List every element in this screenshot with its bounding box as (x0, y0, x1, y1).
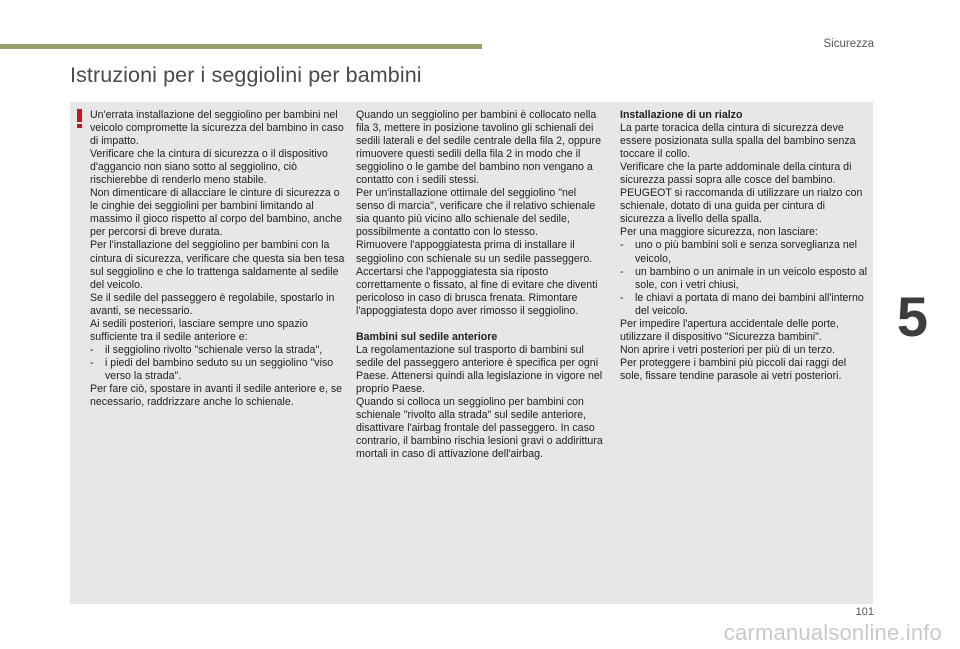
list-item: - i piedi del bambino seduto su un seggiolino "viso verso la strada". (90, 356, 334, 382)
paragraph: Verificare che la parte addominale della cintura di sicurezza passi sopra alle cosce del bambino. (620, 161, 852, 187)
section-title: Sicurezza (823, 38, 874, 50)
paragraph: Per fare ciò, spostare in avanti il sedile anteriore e, se necessario, raddrizzare anche lo schienale. (90, 382, 343, 409)
section-heading: Bambini sul sedile anteriore (356, 330, 498, 343)
paragraph: PEUGEOT si raccomanda di utilizzare un rialzo con schienale, dotato di una guida per cintura di sicurezza a livello della spalla. (620, 187, 863, 226)
content-panel (70, 102, 873, 604)
list-item: - le chiavi a portata di mano dei bambini all'interno del veicolo. (620, 291, 864, 317)
paragraph: Non dimenticare di allacciare le cinture di sicurezza o le cinghie dei seggiolini per bambini limitando al massimo il gioco rispetto al corpo del bambino, anche per percorsi di breve durata. (90, 187, 343, 239)
section-heading: Installazione di un rialzo (620, 109, 743, 121)
paragraph: Se il sedile del passeggero è regolabile, spostarlo in avanti, se necessario. (90, 291, 335, 317)
header-accent-bar (0, 44, 482, 49)
paragraph: Accertarsi che l'appoggiatesta sia riposto correttamente o fissato, al fine di evitare che diventi pericoloso in caso di brusca frenata. Rimontare l'appoggiatesta dopo aver rimosso il seggiolino. (356, 265, 598, 317)
paragraph: Per una maggiore sicurezza, non lasciare: (620, 226, 818, 239)
list-item: - il seggiolino rivolto "schienale verso la strada", (90, 343, 323, 356)
paragraph: Non aprire i vetri posteriori per più di un terzo. (620, 343, 835, 356)
paragraph: Quando un seggiolino per bambini è collocato nella fila 3, mettere in posizione tavolino gli schienali dei sedili laterali e del sedile centrale della fila 2, oppure rimuovere questi sedili della fila 2 in modo che il seggiolino o le gambe del bambino non vengano a contatto con i sedili stessi. (356, 109, 601, 187)
paragraph: Un'errata installazione del seggiolino per bambini nel veicolo compromette la sicurezza del bambino in caso di impatto. (90, 109, 344, 148)
chapter-number: 5 (896, 285, 928, 348)
page-number: 101 (855, 606, 874, 618)
column-warning (90, 109, 346, 409)
list-item: - un bambino o un animale in un veicolo esposto al sole, con i vetri chiusi, (620, 265, 868, 291)
page-title: Istruzioni per i seggiolini per bambini (70, 63, 422, 87)
paragraph: Per proteggere i bambini più piccoli dai raggi del sole, fissare tendine parasole ai vetri posteriori. (620, 356, 847, 382)
paragraph: Per un'installazione ottimale del seggiolino "nel senso di marcia", verificare che il relativo schienale sia quanto più vicino allo schienale del sedile, possibilmente a contatto con lo stesso. (356, 187, 596, 239)
paragraph: Per impedire l'apertura accidentale delle porte, utilizzare il dispositivo "Sicurezza bambini". (620, 317, 839, 343)
list-item: - uno o più bambini soli e senza sorveglianza nel veicolo, (620, 239, 858, 265)
paragraph: La regolamentazione sul trasporto di bambini sul sedile del passeggero anteriore è specifica per ogni Paese. Attenersi quindi alla legislazione in vigore nel proprio Paese. (356, 343, 603, 395)
paragraph: Rimuovere l'appoggiatesta prima di installare il seggiolino con schienale su un sedile passeggero. (356, 239, 593, 265)
exclamation-warning-icon (73, 109, 85, 129)
paragraph: Ai sedili posteriori, lasciare sempre uno spazio sufficiente tra il sedile anteriore e: (90, 317, 308, 343)
paragraph: La parte toracica della cintura di sicurezza deve essere posizionata sulla spalla del bambino senza toccare il collo. (620, 122, 856, 161)
column-rows-and-front-seat (356, 109, 604, 461)
paragraph: Quando si colloca un seggiolino per bambini con schienale "rivolto alla strada" sul sedile anteriore, disattivare l'airbag frontale del passeggero. In caso contrario, il bambino rischia lesioni gravi o addirittura mortali in caso di attivazione dell'airbag. (356, 395, 603, 461)
column-booster (620, 109, 870, 383)
paragraph: Verificare che la cintura di sicurezza o il dispositivo d'aggancio non siano sotto al seggiolino, ciò rischierebbe di renderlo meno stabile. (90, 148, 328, 187)
paragraph: Per l'installazione del seggiolino per bambini con la cintura di sicurezza, verificare che questa sia ben tesa sul seggiolino e che lo trattenga saldamente al sedile del veicolo. (90, 239, 345, 291)
watermark-text: carmanualsonline.info (723, 620, 942, 645)
